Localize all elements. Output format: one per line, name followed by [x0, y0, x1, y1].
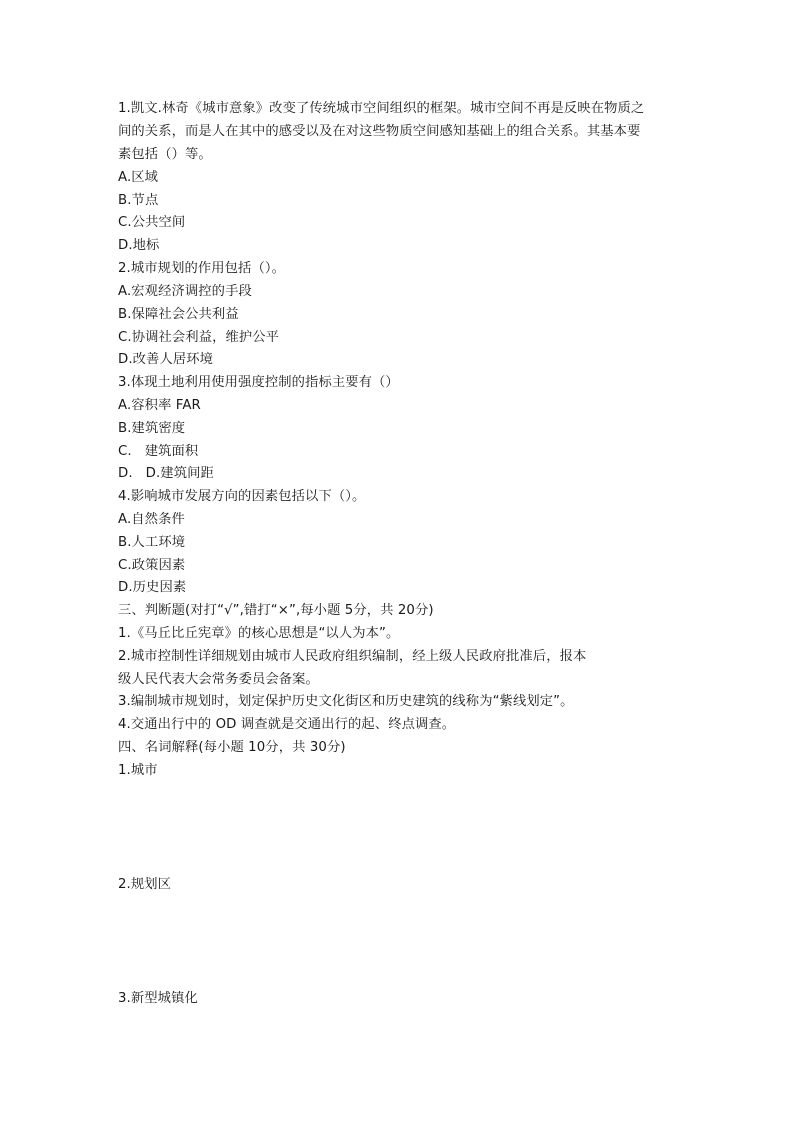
q2-option-a: A.宏观经济调控的手段: [118, 284, 252, 299]
q1-stem-line-2: 间的关系，而是人在其中的感受以及在对这些物质空间感知基础上的组合关系。其基本要: [118, 124, 641, 139]
q1-option-d: D.地标: [118, 238, 160, 253]
judge-item-4: 4.交通出行中的 OD 调查就是交通出行的起、终点调查。: [118, 717, 456, 732]
q1-option-c: C.公共空间: [118, 215, 186, 230]
q4-stem: 4.影响城市发展方向的因素包括以下（）。: [118, 489, 366, 504]
q1-stem-line-1: 1.凯文.林奇《城市意象》改变了传统城市空间组织的框架。城市空间不再是反映在物质之: [118, 101, 645, 116]
q1-option-b: B.节点: [118, 193, 159, 208]
q3-option-a: A.容积率 FAR: [118, 398, 201, 413]
judge-item-3: 3.编制城市规划时，划定保护历史文化街区和历史建筑的线称为“紫线划定”。: [118, 694, 574, 709]
q3-stem: 3.体现土地利用使用强度控制的指标主要有（）: [118, 375, 399, 390]
q2-option-c: C.协调社会利益，维护公平: [118, 330, 280, 345]
q1-stem-line-3: 素包括（）等。: [118, 147, 212, 162]
q4-option-d: D.历史因素: [118, 580, 187, 595]
q4-option-b: B.人工环境: [118, 535, 186, 550]
q3-option-d: D. D.建筑间距: [118, 466, 214, 481]
q2-option-d: D.改善人居环境: [118, 352, 214, 367]
judge-item-1: 1.《马丘比丘宪章》的核心思想是“以人为本”。: [118, 626, 400, 641]
q2-stem: 2.城市规划的作用包括（）。: [118, 261, 285, 276]
q3-option-c: C. 建筑面积: [118, 444, 199, 459]
term-item-2: 2.规划区: [118, 877, 172, 892]
section3-heading: 三、判断题(对打“√”,错打“×”,每小题 5分，共 20分): [118, 603, 434, 618]
q4-option-a: A.自然条件: [118, 512, 185, 527]
term-item-1: 1.城市: [118, 763, 158, 778]
judge-item-2: 2.城市控制性详细规划由城市人民政府组织编制，经上级人民政府批准后，报本: [118, 649, 587, 664]
q4-option-c: C.政策因素: [118, 558, 186, 573]
judge-item-2-cont: 级人民代表大会常务委员会备案。: [118, 672, 319, 687]
q2-option-b: B.保障社会公共利益: [118, 307, 239, 322]
term-item-3: 3.新型城镇化: [118, 991, 198, 1006]
q1-option-a: A.区域: [118, 170, 159, 185]
section4-heading: 四、名词解释(每小题 10分，共 30分): [118, 740, 346, 755]
q3-option-b: B.建筑密度: [118, 421, 186, 436]
